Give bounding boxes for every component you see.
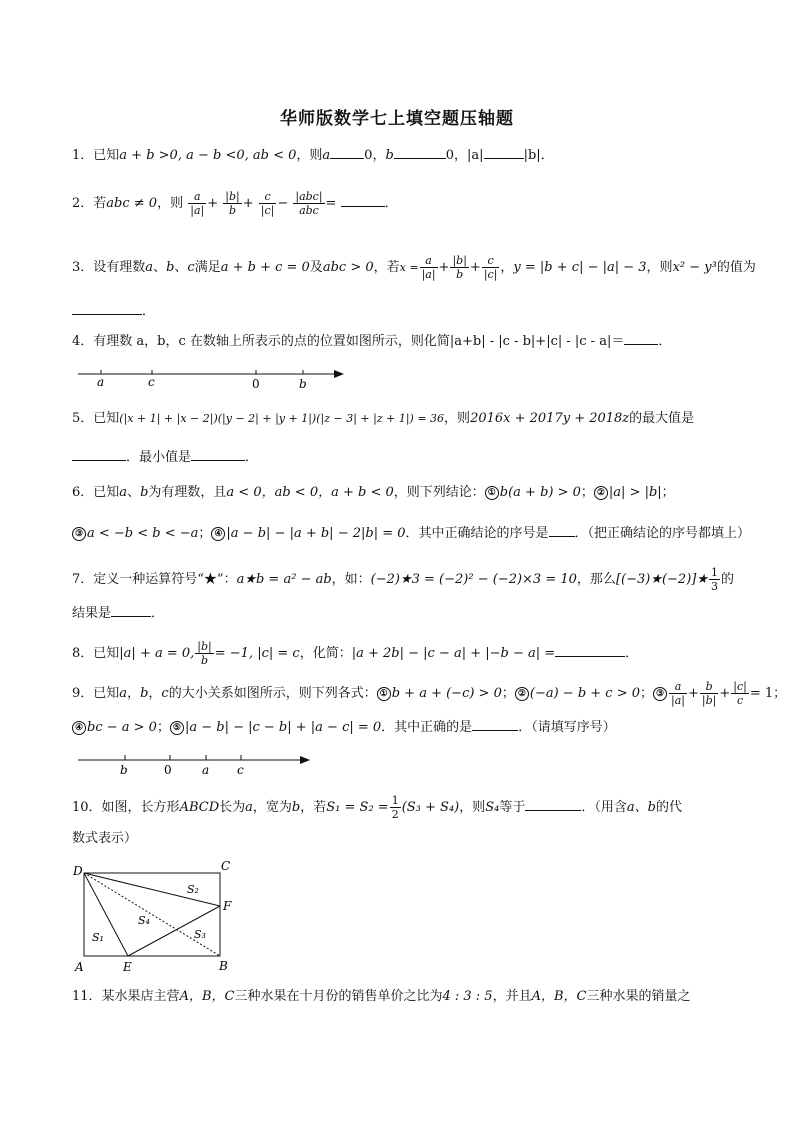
label-S1: S₁ (92, 931, 104, 944)
question-7-cont: 结果是 ． (72, 606, 165, 621)
fraction: $\frac{a}{|a|}$ (190, 190, 205, 217)
question-5-cont: ．最小值是 ． (72, 448, 732, 467)
label-C: C (221, 859, 231, 873)
question-3: 3．设有理数a、b、c满足a + b + c = 0及abc > 0，若x = $\frac{a}{|a|}$ + $\frac{|b|}{b}$ + $\frac{c}{|c|}$ ，y = |b + c| − |a| − 3，则x² − y³的值为 (72, 254, 756, 281)
answer-blank (330, 146, 364, 159)
question-7: 7．定义一种运算符号“★”：a★b = a² − ab，如：(−2)★3 = (−2)² − (−2)×3 = 10，那么[(−3)★(−2)]★ $\frac{1}{3}$ 的 (72, 566, 735, 593)
question-6-cont: ③ a < −b < b < −a； ④ |a − b| − |a + b| − 2|b| = 0．其中正确结论的序号是 ．（把正确结论的序号都填上） (72, 524, 732, 543)
fraction: $\frac{c}{|c|}$ (483, 254, 498, 281)
answer-blank (72, 448, 126, 461)
label-E: E (123, 960, 132, 974)
fraction: $\frac{b}{|b|}$ (701, 680, 717, 707)
label-B: B (219, 959, 228, 973)
fraction: $\frac{|b|}{b}$ (225, 190, 240, 217)
fraction: $\frac{1}{2}$ (391, 794, 399, 821)
answer-blank (555, 644, 625, 657)
answer-blank (549, 524, 575, 537)
question-3-answer: ． (72, 302, 732, 321)
fraction: $\frac{|c|}{c}$ (733, 680, 747, 707)
diagonal-db (84, 873, 220, 956)
answer-blank (111, 604, 151, 617)
fraction: $\frac{a}{|a|}$ (671, 680, 686, 707)
question-11: 11．某水果店主营A，B，C三种水果在十月份的销售单价之比为4 : 3 : 5，并且A，B，C三种水果的销量之 (72, 989, 691, 1004)
arrow-head (334, 370, 344, 378)
label-S4: S₄ (138, 914, 150, 927)
label-b: b (120, 763, 128, 777)
number-line-q9 (76, 748, 316, 778)
question-9: 9．已知a，b，c的大小关系如图所示，则下列各式： ① b + a + (−c) > 0； ② (−a) − b + c > 0； ③ $\frac{a}{|a|}$ + $\frac{b}{|b|}$ + $\frac{|c|}{c}$ = 1； (72, 680, 787, 707)
label-c: c (148, 375, 155, 389)
label-a: a (97, 375, 105, 389)
answer-blank (191, 448, 245, 461)
answer-blank (394, 146, 446, 159)
question-10-cont: 数式表示） (72, 831, 138, 846)
fraction: $\frac{\text{|abc|}}{\text{abc}}$ (295, 190, 323, 217)
answer-blank (525, 798, 581, 811)
answer-blank (484, 146, 524, 159)
question-2: 2．若abc ≠ 0，则 $\frac{a}{|a|}$ + $\frac{|b|}{b}$ + $\frac{c}{|c|}$ − $\frac{\text{|abc|}}{\text{abc}}$ = ． (72, 190, 398, 217)
question-6: 6．已知a、b为有理数，且a < 0，ab < 0，a + b < 0，则下列结论： ① b(a + b) > 0； ② |a| > |b|； (72, 485, 675, 500)
label-S2: S₂ (187, 883, 199, 896)
arrow-head (300, 756, 310, 764)
question-4: 4．有理数 a，b，c 在数轴上所表示的点的位置如图所示，则化简|a+b| - |c - b|+|c| - |c - a|＝ ． (72, 334, 672, 349)
fraction: $\frac{c}{|c|}$ (260, 190, 275, 217)
answer-blank (624, 332, 658, 345)
page-title: 华师版数学七上填空题压轴题 (280, 109, 514, 129)
label-c: c (237, 763, 244, 777)
question-5: 5．已知(|x + 1| + |x − 2|)(|y − 2| + |y + 1|)(|z − 3| + |z + 1|) = 36，则2016x + 2017y + 2018z的最大值是 (72, 411, 695, 426)
label-A: A (75, 960, 84, 974)
rectangle-figure (70, 858, 240, 978)
answer-blank (72, 302, 142, 315)
question-1: 1．已知a + b >0, a − b <0, ab < 0，则a 0，b 0，|a| |b|． (72, 148, 554, 163)
answer-blank (341, 194, 385, 207)
label-D: D (73, 864, 83, 878)
fraction: $\frac{|b|}{b}$ (197, 640, 212, 667)
segment-df (84, 873, 220, 906)
number-line-q4 (76, 362, 356, 392)
label-zero: 0 (252, 377, 260, 391)
rectangle-abcd (84, 873, 220, 956)
question-8: 8．已知|a| + a = 0, $\frac{|b|}{b}$ = −1, |c| = c，化简：|a + 2b| − |c − a| + |−b − a| = ． (72, 640, 639, 667)
segment-de (84, 873, 128, 956)
label-S3: S₃ (194, 928, 206, 941)
label-zero: 0 (164, 763, 172, 777)
label-a: a (202, 763, 210, 777)
fraction: $\frac{a}{|a|}$ (421, 254, 436, 281)
fraction: $\frac{|b|}{b}$ (452, 254, 467, 281)
question-9-cont: ④ bc − a > 0； ⑤ |a − b| − |c − b| + |a − c| = 0．其中正确的是 ．（请填写序号） (72, 718, 732, 737)
question-10: 10．如图，长方形ABCD长为a，宽为b，若S₁ = S₂ = $\frac{1}{2}$ (S₃ + S₄)，则S₄等于 ．（用含a、b的代 (72, 794, 682, 821)
label-F: F (223, 899, 232, 913)
fraction: $\frac{1}{3}$ (711, 566, 719, 593)
label-b: b (299, 377, 307, 391)
answer-blank (472, 718, 518, 731)
